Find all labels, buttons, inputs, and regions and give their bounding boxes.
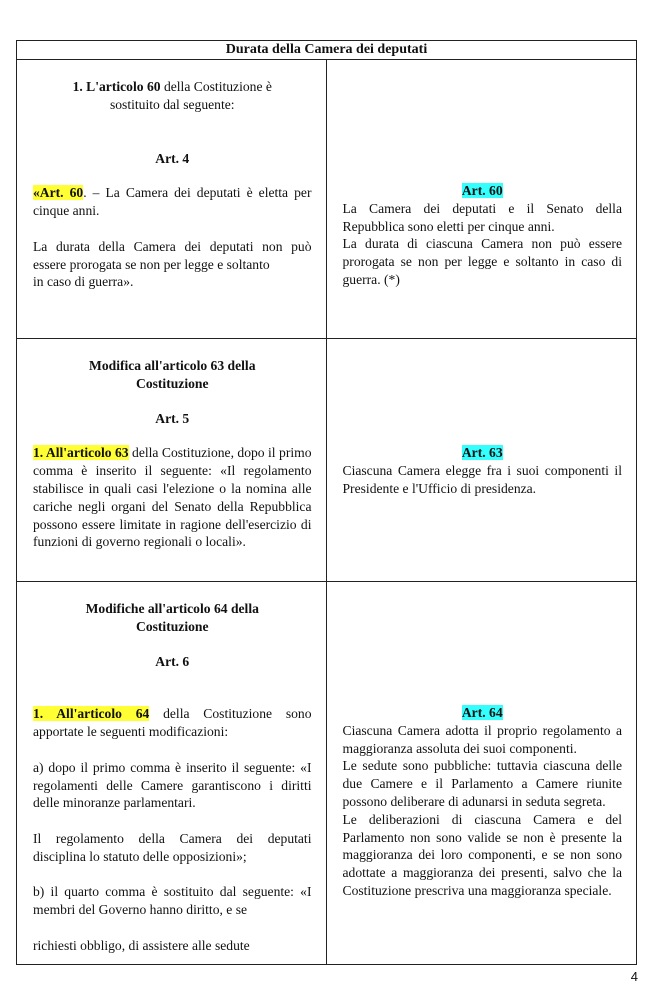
row2-right-art bbox=[343, 444, 623, 462]
old-text-cell bbox=[327, 582, 637, 964]
row3-item-a2: Il regolamento della Camera dei deputati disciplina lo statuto delle opposizioni»; bbox=[33, 830, 312, 864]
row1-quote bbox=[33, 184, 312, 220]
row3-right-text2: Le sedute sono pubbliche: tuttavia ciascuna delle due Camere e il Parlamento a Camere riunite possono deliberare di adunarsi in seduta segreta. bbox=[342, 758, 622, 809]
old-text-cell bbox=[327, 339, 637, 581]
row2-lead bbox=[33, 444, 312, 551]
row1-right-text1: La Camera dei deputati e il Senato della Repubblica sono eletti per cinque anni. bbox=[342, 200, 622, 234]
row3-lead bbox=[33, 705, 312, 741]
row2-art-number: Art. 5 bbox=[155, 410, 190, 426]
new-text-cell bbox=[17, 582, 327, 964]
page-number: 4 bbox=[630, 969, 638, 984]
new-text-cell bbox=[17, 339, 327, 581]
row1-para2-end: in caso di guerra». bbox=[33, 274, 134, 290]
row1-right-text2: La durata di ciascuna Camera non può essere prorogata se non per legge e soltanto in caso di guerra. (*) bbox=[342, 236, 622, 287]
row1-quote-highlight: «Art. 60 bbox=[33, 185, 84, 201]
table-title: Durata della Camera dei deputati bbox=[17, 41, 636, 60]
row1-quote-rest: . – La Camera dei deputati è eletta per cinque anni. bbox=[33, 185, 312, 219]
row1-heading-rest: della Costituzione è sostituito dal seguente: bbox=[109, 79, 272, 112]
row3-item-a: a) dopo il primo comma è inserito il seguente: «I regolamenti delle Camere garantiscono i diritti delle minoranze parlamentari. bbox=[33, 759, 312, 811]
row2-heading: Modifica all'articolo 63 della Costituzione bbox=[89, 358, 256, 391]
row3-art-number: Art. 6 bbox=[155, 653, 190, 669]
table-row-art-64 bbox=[17, 582, 636, 964]
row3-lead-highlight: 1. All'articolo 64 bbox=[33, 706, 150, 722]
row1-heading bbox=[33, 78, 312, 114]
row3-lead-rest: della Costituzione sono apportate le seguenti modificazioni: bbox=[33, 706, 312, 740]
new-text-cell bbox=[17, 60, 327, 338]
row3-heading: Modifiche all'articolo 64 della Costituzione bbox=[85, 601, 259, 634]
row3-right-art-highlight: Art. 64 bbox=[461, 705, 503, 720]
row3-item-b2: richiesti obbligo, di assistere alle sedute bbox=[33, 937, 250, 953]
row1-right-art bbox=[343, 182, 623, 200]
row3-right-text3: Le deliberazioni di ciascuna Camera e del Parlamento non sono valide se non è presente la maggioranza dei loro componenti, e se non sono adottate a maggioranza dei presenti, salvo che la Costituzione prescriva una maggioranza speciale. bbox=[342, 811, 622, 898]
table-row-art-63 bbox=[17, 339, 636, 582]
row1-art-number: Art. 4 bbox=[155, 150, 190, 166]
row3-right-art bbox=[343, 704, 623, 722]
table-row-art-60 bbox=[17, 60, 636, 339]
row1-right-art-highlight: Art. 60 bbox=[461, 183, 503, 198]
row1-heading-bold: 1. L'articolo 60 bbox=[72, 79, 161, 94]
row2-lead-highlight: 1. All'articolo 63 bbox=[33, 445, 129, 461]
row2-right-art-highlight: Art. 63 bbox=[461, 445, 503, 460]
old-text-cell bbox=[327, 60, 637, 338]
row2-right-text: Ciascuna Camera elegge fra i suoi componenti il Presidente e l'Ufficio di presidenza. bbox=[342, 462, 622, 496]
row3-right-text1: Ciascuna Camera adotta il proprio regolamento a maggioranza assoluta dei suoi componenti. bbox=[342, 722, 622, 756]
row2-lead-rest: della Costituzione, dopo il primo comma è inserito il seguente: «Il regolamento stabilisce in quali casi l'elezione o la nomina alle cariche negli organi del Senato della Repubblica possono essere limitate in ragione dell'esercizio di funzioni di governo regionali o locali». bbox=[33, 445, 312, 550]
row3-item-b: b) il quarto comma è sostituito dal seguente: «I membri del Governo hanno diritto, e se bbox=[33, 884, 312, 918]
comparison-table bbox=[16, 40, 637, 965]
row1-para2: La durata della Camera dei deputati non può essere prorogata se non per legge e soltanto bbox=[33, 238, 312, 272]
